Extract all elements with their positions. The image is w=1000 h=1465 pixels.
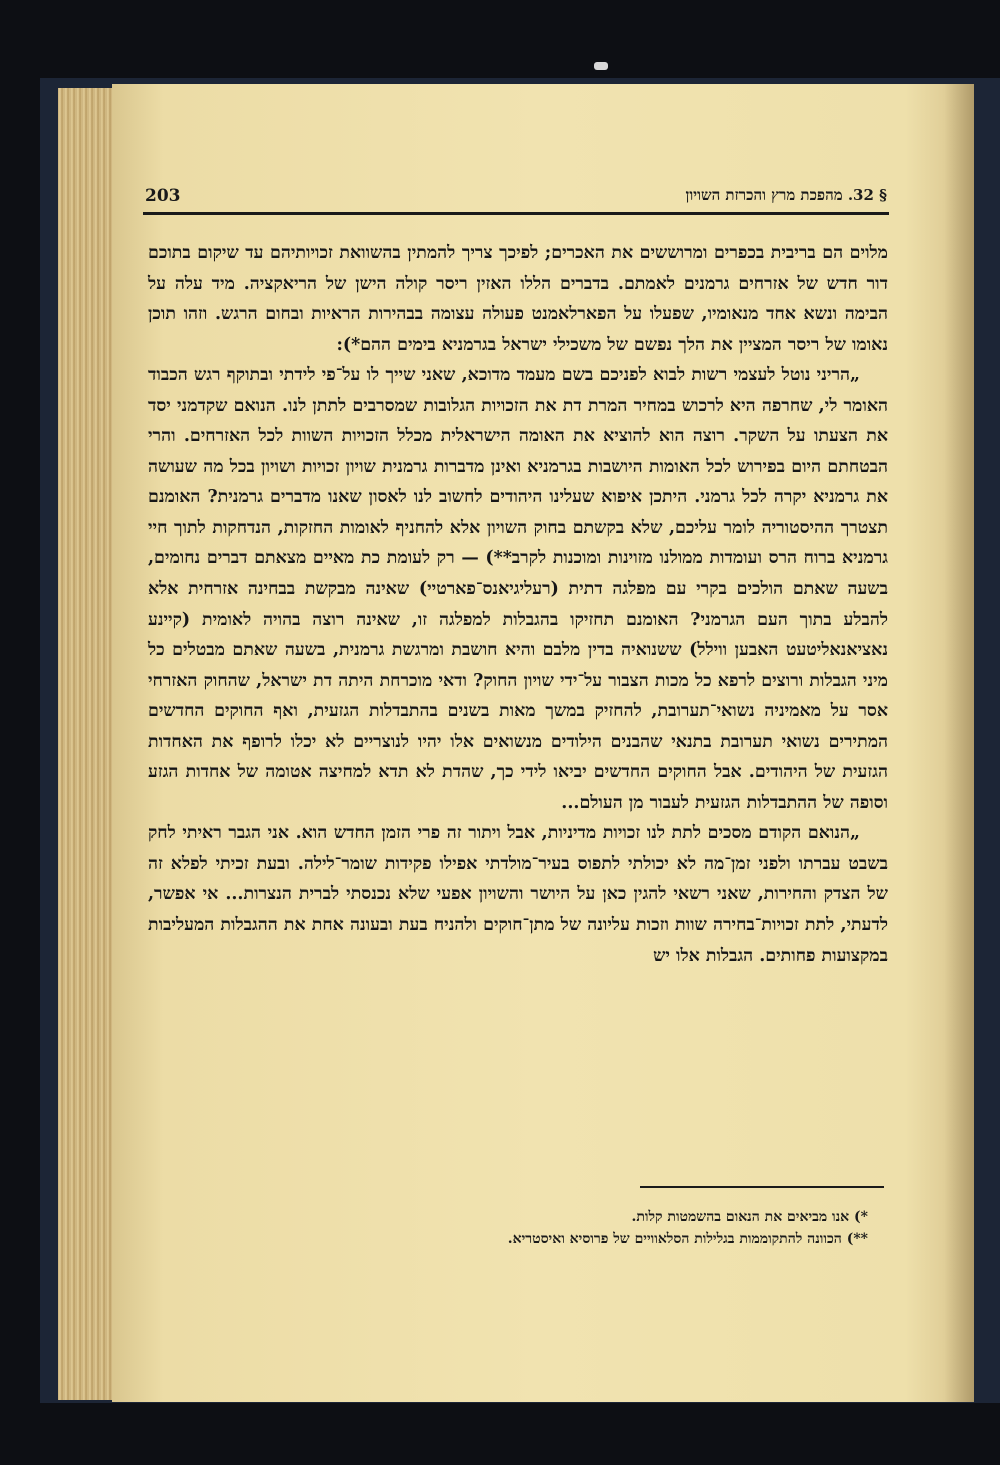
- text-line: האזרחים. והרי הבטחתם היום בפירוש לכל האומות היושבות בגרמניא ואינן: [148, 426, 888, 477]
- text-line: אלא להבלע בתוך העם הגרמני? האומנם תחזיקו בהגבלות למפלגה זו,: [148, 579, 888, 630]
- text-line: האזין ריסר קולה הישן של הריאקציה. מיד עלה על הבימה ונשא אחד מנאומיו,: [148, 273, 888, 325]
- text-line: היהודים. אבל החוקים החדשים יביאו לידי כך, שהדת לא תדא למחיצה אטומה: [265, 762, 808, 783]
- header-rule: [143, 212, 889, 215]
- text-line: נאומו של ריסר המציין את הלך נפשם של משכילי ישראל בגרמניא בימים ההם*):: [336, 334, 888, 355]
- text-line: הילודים מנשואים אלו יהיו לנוצריים לא יכלו לרופף את האחדות הגזעית של: [148, 731, 888, 783]
- scanner-mark: [594, 62, 608, 70]
- text-line: שפעלו על הפארלאמנט פעולה עצומה בבהירות הראיות ובחום הרגש. וזהו תוכן: [148, 304, 694, 325]
- text-line: „הריני נוטל לעצמי רשות לבוא לפניכם בשם מעמד מדוכא, שאני שייך: [385, 365, 860, 386]
- text-line: מלבם והיא חושבת ומרגשת גרמנית, בשעה שאתם מבטלים כל מיני הגבלות: [148, 640, 888, 691]
- text-line: החדש הוא. אני הגבר ראיתי לחק בשבט עברתו ולפני זמן־מה לא יכולתי לתפוס: [148, 823, 889, 874]
- spine-shadow: [944, 84, 974, 1402]
- footnote-rule: [640, 1186, 884, 1188]
- text-line: מדברות גרמנית שויון זכויות ושויון בכל מה שעושה את גרמניא יקרה לכל: [148, 456, 889, 508]
- text-line: זכויותיהם עד שיקום בתוכם דור חדש של אזרחים גרמנים לאמתם. בדברים הללו: [148, 243, 888, 294]
- running-head: § 32. מהפכת מרץ והכרזת השויון: [685, 186, 887, 204]
- text-line: שאני רשאי להגין כאן על היושר והשויון אפעי שלא נכנסתי לברית הנצרות...: [225, 884, 751, 905]
- page-number: 203: [145, 186, 181, 206]
- text-line: גרמני. היתכן איפוא שעלינו היהודים לחשוב לנו לאסון שאנו מדברים גרמנית?: [207, 487, 736, 508]
- text-line: בקרי עם מפלגה דתית (רעליגיאנס־פארטיי) שאינה מבקשת בבחינה אזרחית: [188, 579, 727, 600]
- footnotes: [148, 1206, 868, 1250]
- text-line: ורוצים לרפא כל מכות הצבור על־ידי שויון החוק? ודאי מוכרחת היתה דת ישראל,: [256, 670, 804, 691]
- text-line: בעיר־מולדתי אפילו פקידות שומר־לילה. ובעת זכיתי לפלא זה של הצדק והחירות,: [148, 853, 888, 905]
- text-line: שאינה רוצה בהויה לאומית (קיינע נאציאנאליטעט האבען ווילל) ששנואיה בדין: [148, 609, 888, 661]
- footnote: *) אנו מביאים את הנאום בהשמטות קלות.: [631, 1209, 868, 1225]
- text-line: ומוכנות לקרב**) — רק לעומת כת מאיים מצאתם דברים נחומים, בשעה שאתם הולכים: [148, 548, 888, 600]
- page-edges: [58, 88, 120, 1400]
- text-line: בהתבדלות הגזעית, ואף החוקים החדשים המתירים נשואי תערובת בתנאי שהבנים: [148, 701, 889, 752]
- text-line: לו על־פי לידתי ובתוקף רגש הכבוד האומר לי, שחרפה היא לרכוש במחיר המרת: [148, 365, 888, 416]
- footnote: **) הכוונה להתקוממות בגלילות הסלאוויים של פרוסיא ואיסטריא.: [507, 1231, 868, 1247]
- text-line: מלוים הם בריבית בכפרים ומרוששים את האכרים; לפיכך צריך להמתין בהשוואת: [339, 243, 888, 263]
- page-header: [145, 186, 887, 212]
- text-line: שהחוק האזרחי אסר על מאמיניה נשואי־תערובת, להחזיק במשך מאות בשנים: [148, 670, 888, 722]
- text-line: לאומות החזקות, הנדחקות לתוך חיי גרמניא ברוח הרס ועומדות ממולנו מזוינות: [148, 517, 888, 569]
- text-line: האומנם תצטרך ההיסטוריה לומר עליכם, שלא בקשתם בחוק השויון אלא להחניף: [148, 487, 888, 538]
- text-line: בעת ובעונה אחת את ההגבלות המעליבות במקצועות פחותים. הגבלות אלו יש: [148, 915, 888, 966]
- text-line: „הנואם הקודם מסכים לתת לנו זכויות מדיניות, אבל ויתור זה פרי הזמן: [381, 823, 860, 844]
- text-line: של אחדות הגזע וסופה של ההתבדלות הגזעית לעבור מן העולם...: [148, 762, 888, 813]
- text-line: אי אפשר, לדעתי, לתת זכויות־בחירה שוות וזכות עליונה של מתן־חוקים ולהניח: [148, 884, 888, 936]
- body-text: [148, 238, 888, 1198]
- text-line: על השקר. רוצה הוא להוציא את האומה הישראלית מכלל הזכויות השוות לכל: [258, 426, 806, 447]
- text-line: דת את הזכויות הגלובות שמסרבים לתתן לנו. הנואם שקדמני יסד את הצעתו: [148, 395, 889, 447]
